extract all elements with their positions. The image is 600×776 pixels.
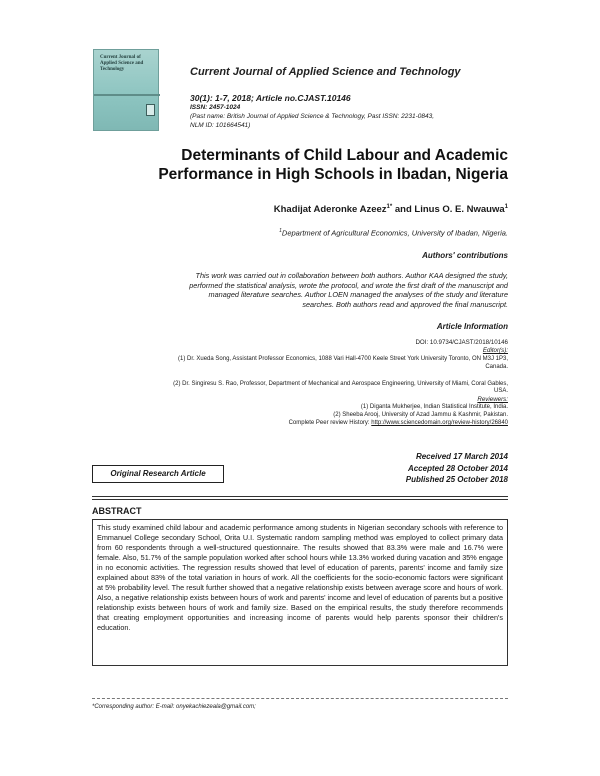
corresponding-author: *Corresponding author: E-mail: onyekachiezeala@gmail.com; xyxy=(92,704,256,710)
editor-2 xyxy=(90,380,508,396)
doi: DOI: 10.9734/CJAST/2018/10146 xyxy=(415,339,508,346)
journal-title: Current Journal of Applied Science and Technology xyxy=(190,66,461,78)
peer-review-history xyxy=(90,420,508,426)
cover-logo xyxy=(146,104,155,116)
journal-cover-image xyxy=(93,49,159,131)
peer-review-label: Complete Peer review History: xyxy=(288,420,372,426)
contributions-line: performed the statistical analysis, wrote the protocol, and wrote the first draft of the manuscript and xyxy=(189,280,508,290)
abstract-body: This study examined child labour and academic performance among students in Nigerian secondary schools with reference to Emmanuel College secondary School, Orita U.I. Systematic random sampling method was employed to collect primary data from 60 respondents through a well-structured questionnaire. The results showed that 83.3% were male and 16.7% were female. Also, 51.7% of the sample population worked after school hours while 13.3% worked during vacation and 35% engage in no economic activities. The regression results showed that level of education of parents, parents' income and family size explained about 83% of the total variation in hours of work. All the coefficients for the socio-economic factors were significant at 5% probability level. The result further showed that a negative relationship exists between average score and hours of work. Also, a negative relationship exists between hours of work and parents' income and level of education of parents but a positive relationship exists between hours of work and family size. Based on the empirical results, the study therefore recommends that creating employment opportunities and increasing income of parents would help parents sponsor their children's education. xyxy=(97,523,503,632)
contributions-line: managed literature searches. Author LOEN managed the analyses of the study and literature xyxy=(208,290,508,300)
article-title-line1: Determinants of Child Labour and Academic xyxy=(181,147,508,164)
abstract-heading: ABSTRACT xyxy=(92,506,142,516)
contributions-line: searches. Both authors read and approved the final manuscript. xyxy=(302,300,508,310)
reviewers-heading: Reviewers: xyxy=(477,396,508,403)
author-and: and xyxy=(392,204,415,216)
article-type-badge: Original Research Article xyxy=(92,465,224,483)
article-title-line2: Performance in High Schools in Ibadan, Nigeria xyxy=(158,165,508,183)
peer-review-link[interactable]: http://www.sciencedomain.org/review-history/26840 xyxy=(371,420,508,426)
author-2-sup: 1 xyxy=(504,204,508,210)
contributions-line: This work was carried out in collaboration between both authors. Author KAA designed the study, xyxy=(195,271,508,280)
author-1-sup: 1* xyxy=(386,204,393,210)
affiliation-sup: 1 xyxy=(279,228,282,234)
cover-band xyxy=(94,94,160,96)
affiliation-text: Department of Agricultural Economics, University of Ibadan, Nigeria. xyxy=(281,228,508,238)
past-name xyxy=(190,113,520,130)
reviewer-1: (1) Diganta Mukherjee, Indian Statistical Institute, India. xyxy=(360,404,508,410)
footnote-divider xyxy=(92,698,508,699)
affiliation xyxy=(90,228,508,238)
received-date: Received 17 March 2014 xyxy=(415,452,508,461)
reviewer-2: (2) Sheeba Arooj, University of Azad Jammu & Kashmir, Pakistan. xyxy=(333,412,508,418)
accepted-date: Accepted 28 October 2014 xyxy=(407,463,508,473)
editors-heading: Editor(s): xyxy=(482,347,508,354)
article-info-heading: Article Information xyxy=(436,322,508,331)
published-date: Published 25 October 2018 xyxy=(405,475,508,484)
editor-1-line1: (1) Dr. Xueda Song, Assistant Professor Economics, 1088 Vari Hall-4700 Keele Street York University Toronto, ON M3J 1P3, xyxy=(178,356,508,362)
abstract-box xyxy=(92,519,508,666)
editor-1 xyxy=(90,355,508,372)
article-title xyxy=(90,147,508,184)
contributions-heading: Authors' contributions xyxy=(422,251,508,260)
contributions-text xyxy=(96,271,508,310)
author-1: Khadijat Aderonke Azeez xyxy=(273,204,387,216)
authors xyxy=(90,204,508,215)
past-name-line: (Past name: British Journal of Applied Science & Technology, Past ISSN: 2231-0843, xyxy=(190,113,435,120)
author-2: Linus O. E. Nwauwa xyxy=(414,204,505,216)
article-dates xyxy=(330,451,508,486)
editor-2-line2: USA. xyxy=(493,388,508,395)
section-divider-bottom xyxy=(92,499,508,500)
section-divider-top xyxy=(92,496,508,497)
editor-1-line2: Canada. xyxy=(485,364,508,371)
issn: ISSN: 2457-1024 xyxy=(190,104,241,111)
editor-2-line1: (2) Dr. Singiresu S. Rao, Professor, Department of Mechanical and Aerospace Engineering, University of Miami, Coral Gables, xyxy=(173,381,508,387)
cover-title: Current Journal of Applied Science and Technology xyxy=(100,55,144,72)
citation: 30(1): 1-7, 2018; Article no.CJAST.10146 xyxy=(190,93,351,103)
nlm-id: NLM ID: 101664541) xyxy=(190,121,251,129)
